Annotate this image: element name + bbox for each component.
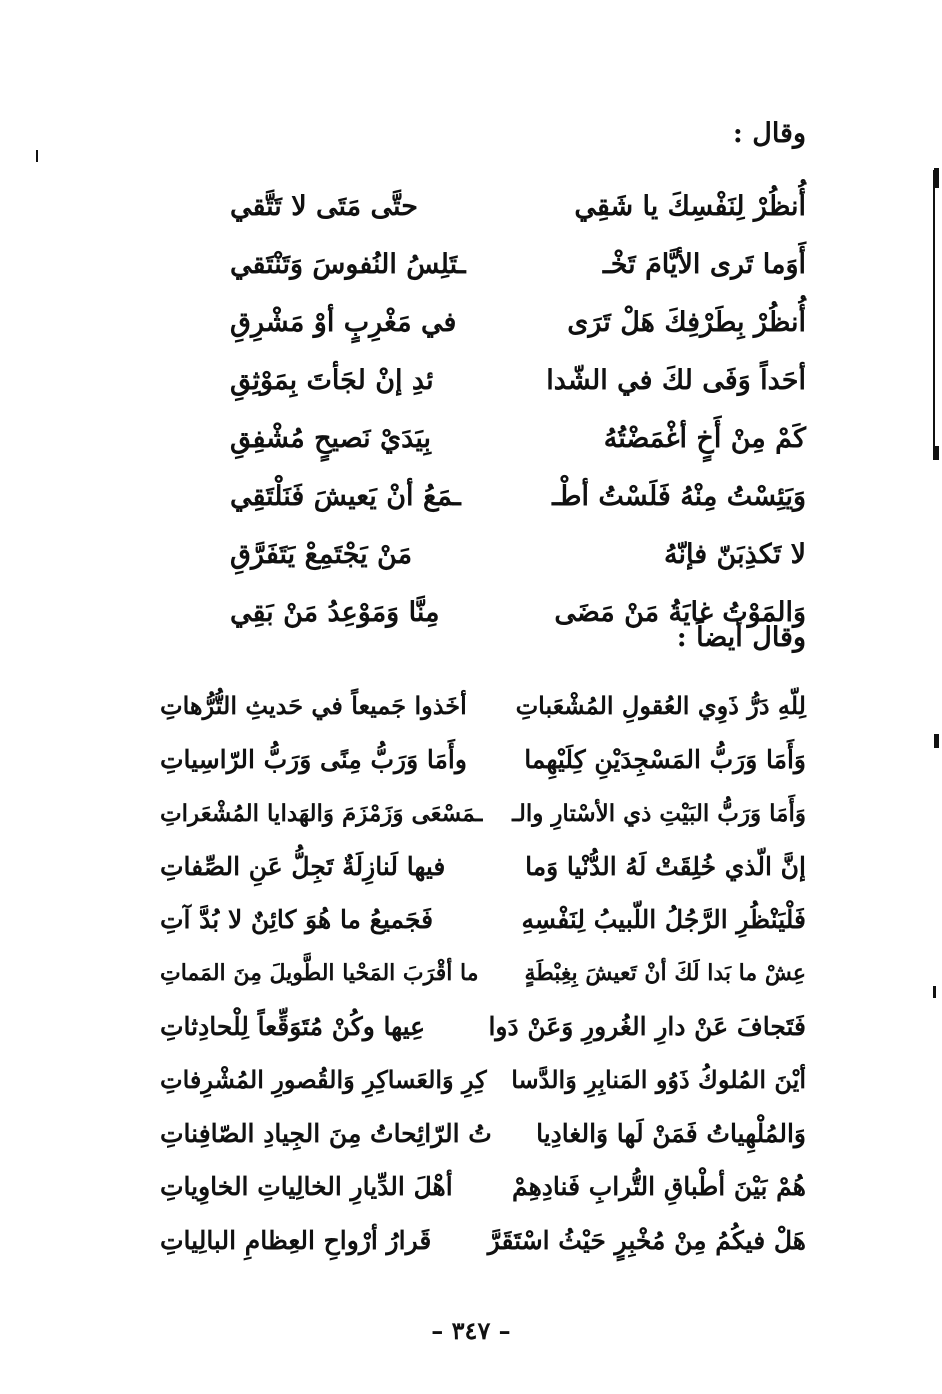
left-margin-tick <box>36 150 38 162</box>
verse-line <box>230 294 806 352</box>
first-hemistich: هَلْ فيكُمُ مِنْ مُخْبِرٍ حَيْثُ اسْتَقَرَّ <box>487 1225 806 1255</box>
first-hemistich: وَالمُلْهِياتُ فَمَنْ لَها وَالغادِيا <box>536 1118 806 1148</box>
verse-line <box>160 840 806 893</box>
heading-second-poem: وقال أيضاً : <box>676 622 806 653</box>
first-hemistich: وَالمَوْتُ غايَةُ مَنْ مَضَى <box>554 596 806 628</box>
second-hemistich: في مَغْرِبٍ أوْ مَشْرِقِ <box>230 306 457 338</box>
first-hemistich: أُنظُرْ لِنَفْسِكَ يا شَقِي <box>574 190 806 222</box>
second-hemistich: مِنَّا وَمَوْعِدُ مَنْ بَقِي <box>230 596 440 628</box>
heading-first-poem: وقال : <box>732 118 806 149</box>
second-hemistich: حتَّى مَتَى لا تَتَّقي <box>230 190 418 222</box>
first-hemistich: فَتَجافَ عَنْ دارِ الغُرورِ وَعَنْ دَوا <box>488 1012 806 1042</box>
second-hemistich: ئدِ إنْ لجَأتَ بِمَوْثِقِ <box>230 364 434 396</box>
verse-line <box>160 787 806 840</box>
second-hemistich: بِيَدَيْ نَصيحٍ مُشْفِقِ <box>230 422 431 454</box>
verse-line <box>160 1054 806 1107</box>
second-poem <box>160 680 806 1267</box>
second-hemistich: فَجَميعُ ما هُوَ كائِنٌ لا بُدَّ آتِ <box>160 905 434 935</box>
first-hemistich: عِشْ ما بَدا لَكَ أنْ تَعيشَ بِغِبْطَةٍ <box>524 960 806 987</box>
first-hemistich: أيْنَ المُلوكُ ذَوُو المَنابِرِ وَالدَّسا <box>511 1065 806 1095</box>
first-hemistich: وَيَئِسْتُ مِنْهُ فَلَسْتُ أطْـ <box>552 480 806 512</box>
second-hemistich: قَرارُ أرْواحِ العِظامِ البالِياتِ <box>160 1225 432 1255</box>
first-hemistich: أُنظُرْ بِطَرْفِكَ هَلْ تَرَى <box>567 306 806 338</box>
first-poem <box>230 178 806 642</box>
first-hemistich: وَأَمَا وَرَبُّ البَيْتِ ذي الأسْتارِ والـ <box>512 799 806 827</box>
first-hemistich: هُمْ بَيْنَ أطْباقِ التُّرابِ فَنادِهِمْ <box>511 1172 806 1202</box>
right-edge-mark <box>934 734 939 748</box>
verse-line <box>230 178 806 236</box>
verse-line <box>160 1000 806 1053</box>
second-hemistich: ـتَلِسُ النُفوسَ وَتَنْتَقي <box>230 248 466 280</box>
second-hemistich: ما أقْرَبَ المَحْيا الطَّويلَ مِنَ المَماتِ <box>160 960 479 987</box>
second-hemistich: ـمَعُ أنْ يَعيشَ فَنَلْتَقِي <box>230 480 461 512</box>
right-edge-mark <box>933 986 936 998</box>
verse-line <box>230 526 806 584</box>
second-hemistich: كِرِ وَالعَساكِرِ وَالقُصورِ المُشْرِفاتِ <box>160 1065 487 1095</box>
second-hemistich: ـمَسْعَى وَزَمْزَمَ وَالهَدايا المُشْعَراتِ <box>160 799 483 827</box>
first-hemistich: أَوَما تَرى الأيَّامَ تَخْـ <box>602 248 806 280</box>
second-hemistich: أهْلَ الدِّيارِ الخالِياتِ الخاوِياتِ <box>160 1172 453 1202</box>
verse-line <box>160 1214 806 1267</box>
verse-line <box>160 947 806 1000</box>
right-edge-mark <box>934 446 939 460</box>
verse-line <box>160 1161 806 1214</box>
second-hemistich: تُ الرّائِحاتُ مِنَ الجِيادِ الصّافِناتِ <box>160 1118 492 1148</box>
right-edge-line <box>933 170 935 460</box>
first-hemistich: كَمْ مِنْ أَخٍ أغْمَضْتُهُ <box>603 422 806 454</box>
second-hemistich: أخَذوا جَميعاً في حَديثِ التُّرُّهاتِ <box>160 691 467 721</box>
verse-line <box>230 352 806 410</box>
verse-line <box>160 680 806 733</box>
second-hemistich: وأَمَا وَرَبُّ مِنًى وَرَبُّ الرّاسِياتِ <box>160 745 467 775</box>
second-hemistich: عِيها وكُنْ مُتَوَقِّعاً لِلْحادِثاتِ <box>160 1012 426 1042</box>
first-hemistich: وَأَمَا وَرَبُّ المَسْجِدَيْنِ كِلَيْهِما <box>524 745 806 775</box>
first-hemistich: أحَداً وَفَى لكَ في الشّدا <box>546 364 806 396</box>
first-hemistich: لا تَكذِبَنّ فإنّهُ <box>664 538 806 570</box>
page-number: – ٣٤٧ – <box>431 1316 511 1345</box>
verse-line <box>230 410 806 468</box>
first-hemistich: لِلّهِ دَرُّ ذَوِي العُقولِ المُشْعَباتِ <box>515 691 806 721</box>
second-hemistich: مَنْ يَجْتَمِعْ يَتَفَرَّقِ <box>230 538 413 570</box>
verse-line <box>160 894 806 947</box>
verse-line <box>230 236 806 294</box>
verse-line <box>160 733 806 786</box>
first-hemistich: فَلْيَنْظُرِ الرَّجُلُ اللّبيبُ لِنَفْسِهِ <box>521 905 806 935</box>
verse-line <box>230 468 806 526</box>
first-hemistich: إنَّ الّذي خُلِقَتْ لَهُ الدُّنْيا وَما <box>525 851 806 881</box>
verse-line <box>160 1107 806 1160</box>
second-hemistich: فيها لَنازِلَةٌ تَجِلُّ عَنِ الصِّفاتِ <box>160 851 446 881</box>
